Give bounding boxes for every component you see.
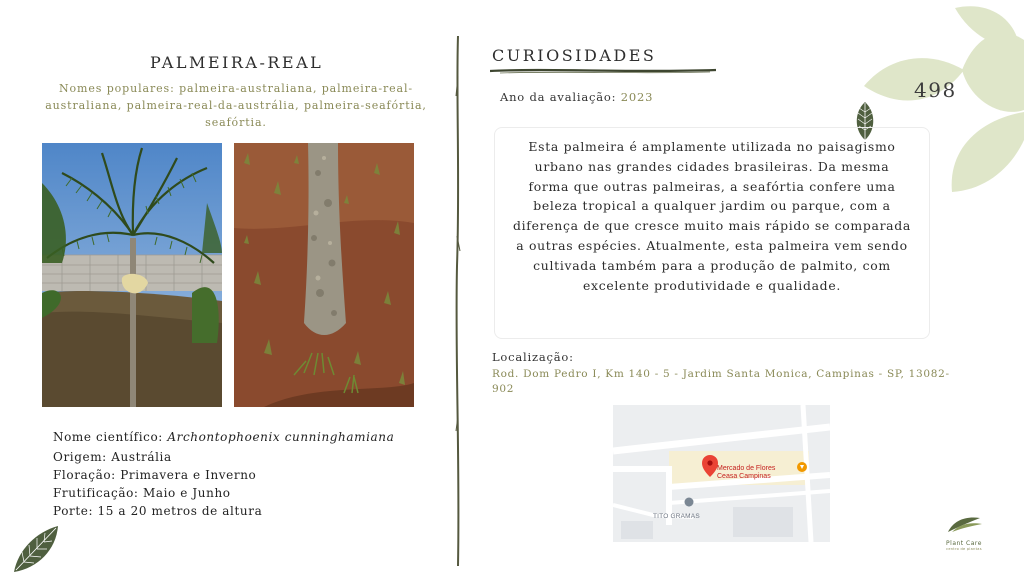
year-value: 2023 (620, 90, 654, 104)
location-address: Rod. Dom Pedro I, Km 140 - 5 - Jardim Santa Monica, Campinas - SP, 13082-902 (492, 368, 950, 395)
map-nearby-label: TITO GRAMAS (653, 513, 700, 520)
brand-logo (936, 514, 992, 551)
page-title: PALMEIRA-REAL (150, 53, 324, 72)
location-label: Localização: (492, 350, 574, 364)
logo-mark-icon (944, 514, 984, 534)
evaluation-year (500, 90, 653, 104)
scientific-name-row (53, 428, 394, 446)
plant-info (53, 428, 394, 520)
palm-tree-photo (42, 143, 222, 407)
flowering-text: Floração: Primavera e Inverno (53, 468, 257, 482)
logo-name: Plant Care (946, 540, 982, 547)
popular-names: Nomes populares: palmeira-australiana, palmeira-real-australiana, palmeira-real-da-austrália, palmeira-seafórtia, seafórtia. (45, 82, 427, 129)
map-pin-label: Mercado de Flores Ceasa Campinas (717, 465, 776, 480)
palm-leaf-icon (10, 522, 62, 576)
section-title: CURIOSIDADES (492, 46, 657, 65)
location-map[interactable] (613, 405, 830, 542)
origin-text: Origem: Austrália (53, 450, 172, 464)
curiosity-box: Esta palmeira é amplamente utilizada no paisagismo urbano nas grandes cidades brasileiras. Da mesma forma que outras palmeiras, a seafórtia confere uma beleza tropical a qualquer jardim ou parque, com a diferença de que cresce muito mais rápido se comparada a outras espécies. Atualmente, esta palmeira vem sendo cultivada também para a produção de palmito, com excelente produtividade e qualidade. (494, 127, 930, 339)
fruiting-text: Frutificação: Maio e Junho (53, 486, 231, 500)
size-text: Porte: 15 a 20 metros de altura (53, 504, 263, 518)
palm-trunk-photo (234, 143, 414, 407)
page-number-badge: 498 (914, 78, 957, 102)
vertical-divider (452, 36, 464, 566)
scientific-name: Archontophoenix cunninghamiana (167, 430, 395, 444)
year-label: Ano da avaliação: (500, 90, 617, 104)
title-underline (490, 66, 716, 76)
scientific-label: Nome científico: (53, 430, 163, 444)
logo-tagline: centro de plantas (946, 547, 982, 551)
